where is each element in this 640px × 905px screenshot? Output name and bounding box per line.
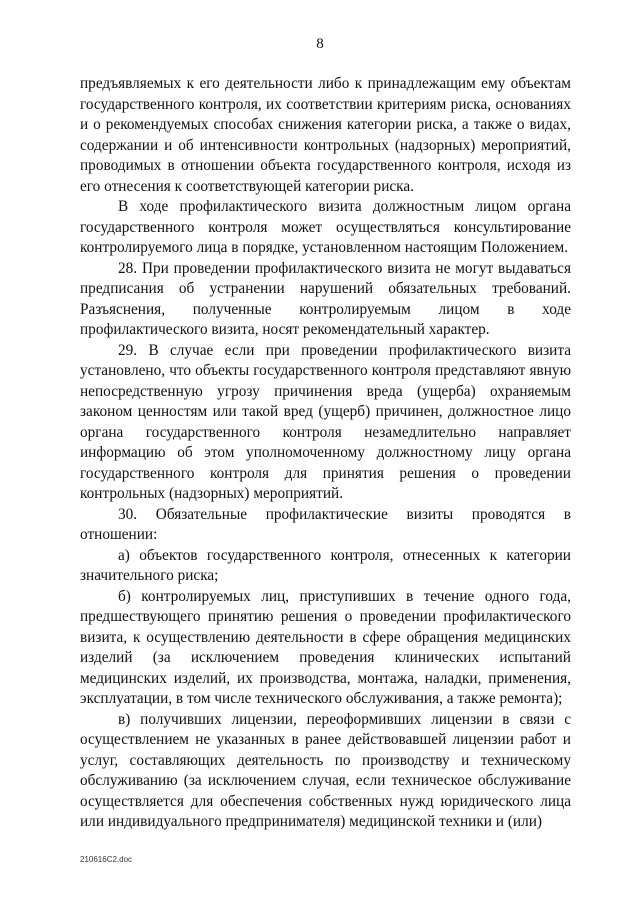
paragraph-29: 29. В случае если при проведении профилактического визита установлено, что объекты государственного контроля представляют явную непосредственную угрозу причинения вреда (ущерба) охраняемым законом ценностям или такой вред (ущерб) причинен, должностное лицо органа государственного контроля незамедлительно направляет информацию об этом уполномоченному должностному лицу органа государственного контроля для принятия решения о проведении контрольных (надзорных) мероприятий.: [80, 341, 571, 502]
paragraph-28: 28. При проведении профилактического визита не могут выдаваться предписания об устранении нарушений обязательных требований. Разъяснения, полученные контролируемым лицом в ходе профилактического визита, носят рекомендательный характер.: [80, 259, 571, 338]
file-name-footer: 210616C2.doc: [80, 855, 133, 864]
list-item-b: б) контролируемых лиц, приступивших в течение одного года, предшествующего принятию решения о проведении профилактического визита, к осуществлению деятельности в сфере обращения медицинских изделий (за исключением проведения клинических испытаний медицинских изделий, их производства, монтажа, наладки, применения, эксплуатации, в том числе технического обслуживания, а также ремонта);: [80, 587, 571, 707]
paragraph-30: 30. Обязательные профилактические визиты проводятся в отношении:: [80, 505, 571, 543]
list-item-v: в) получивших лицензии, переоформивших лицензии в связи с осуществлением не указанных в ранее действовавшей лицензии работ и услуг, составляющих деятельность по производству и техническому обслуживанию (за исключением случая, если техническое обслуживание осуществляется для обеспечения собственных нужд юридического лица или индивидуального предпринимателя) медицинской техники и (или): [80, 710, 571, 830]
paragraph-continuation: предъявляемых к его деятельности либо к принадлежащим ему объектам государственного контроля, их соответствии критериям риска, основаниях и о рекомендуемых способах снижения категории риска, а также о видах, содержании и об интенсивности контрольных (надзорных) мероприятий, проводимых в отношении объекта государственного контроля, исходя из его отнесения к соответствующей категории риска.: [80, 75, 571, 195]
document-body: [80, 74, 571, 833]
list-item-a: а) объектов государственного контроля, отнесенных к категории значительного риска;: [80, 546, 571, 584]
paragraph-consultation: В ходе профилактического визита должностным лицом органа государственного контроля может осуществляться консультирование контролируемого лица в порядке, установленном настоящим Положением.: [80, 198, 571, 256]
page-number: 8: [316, 36, 324, 52]
